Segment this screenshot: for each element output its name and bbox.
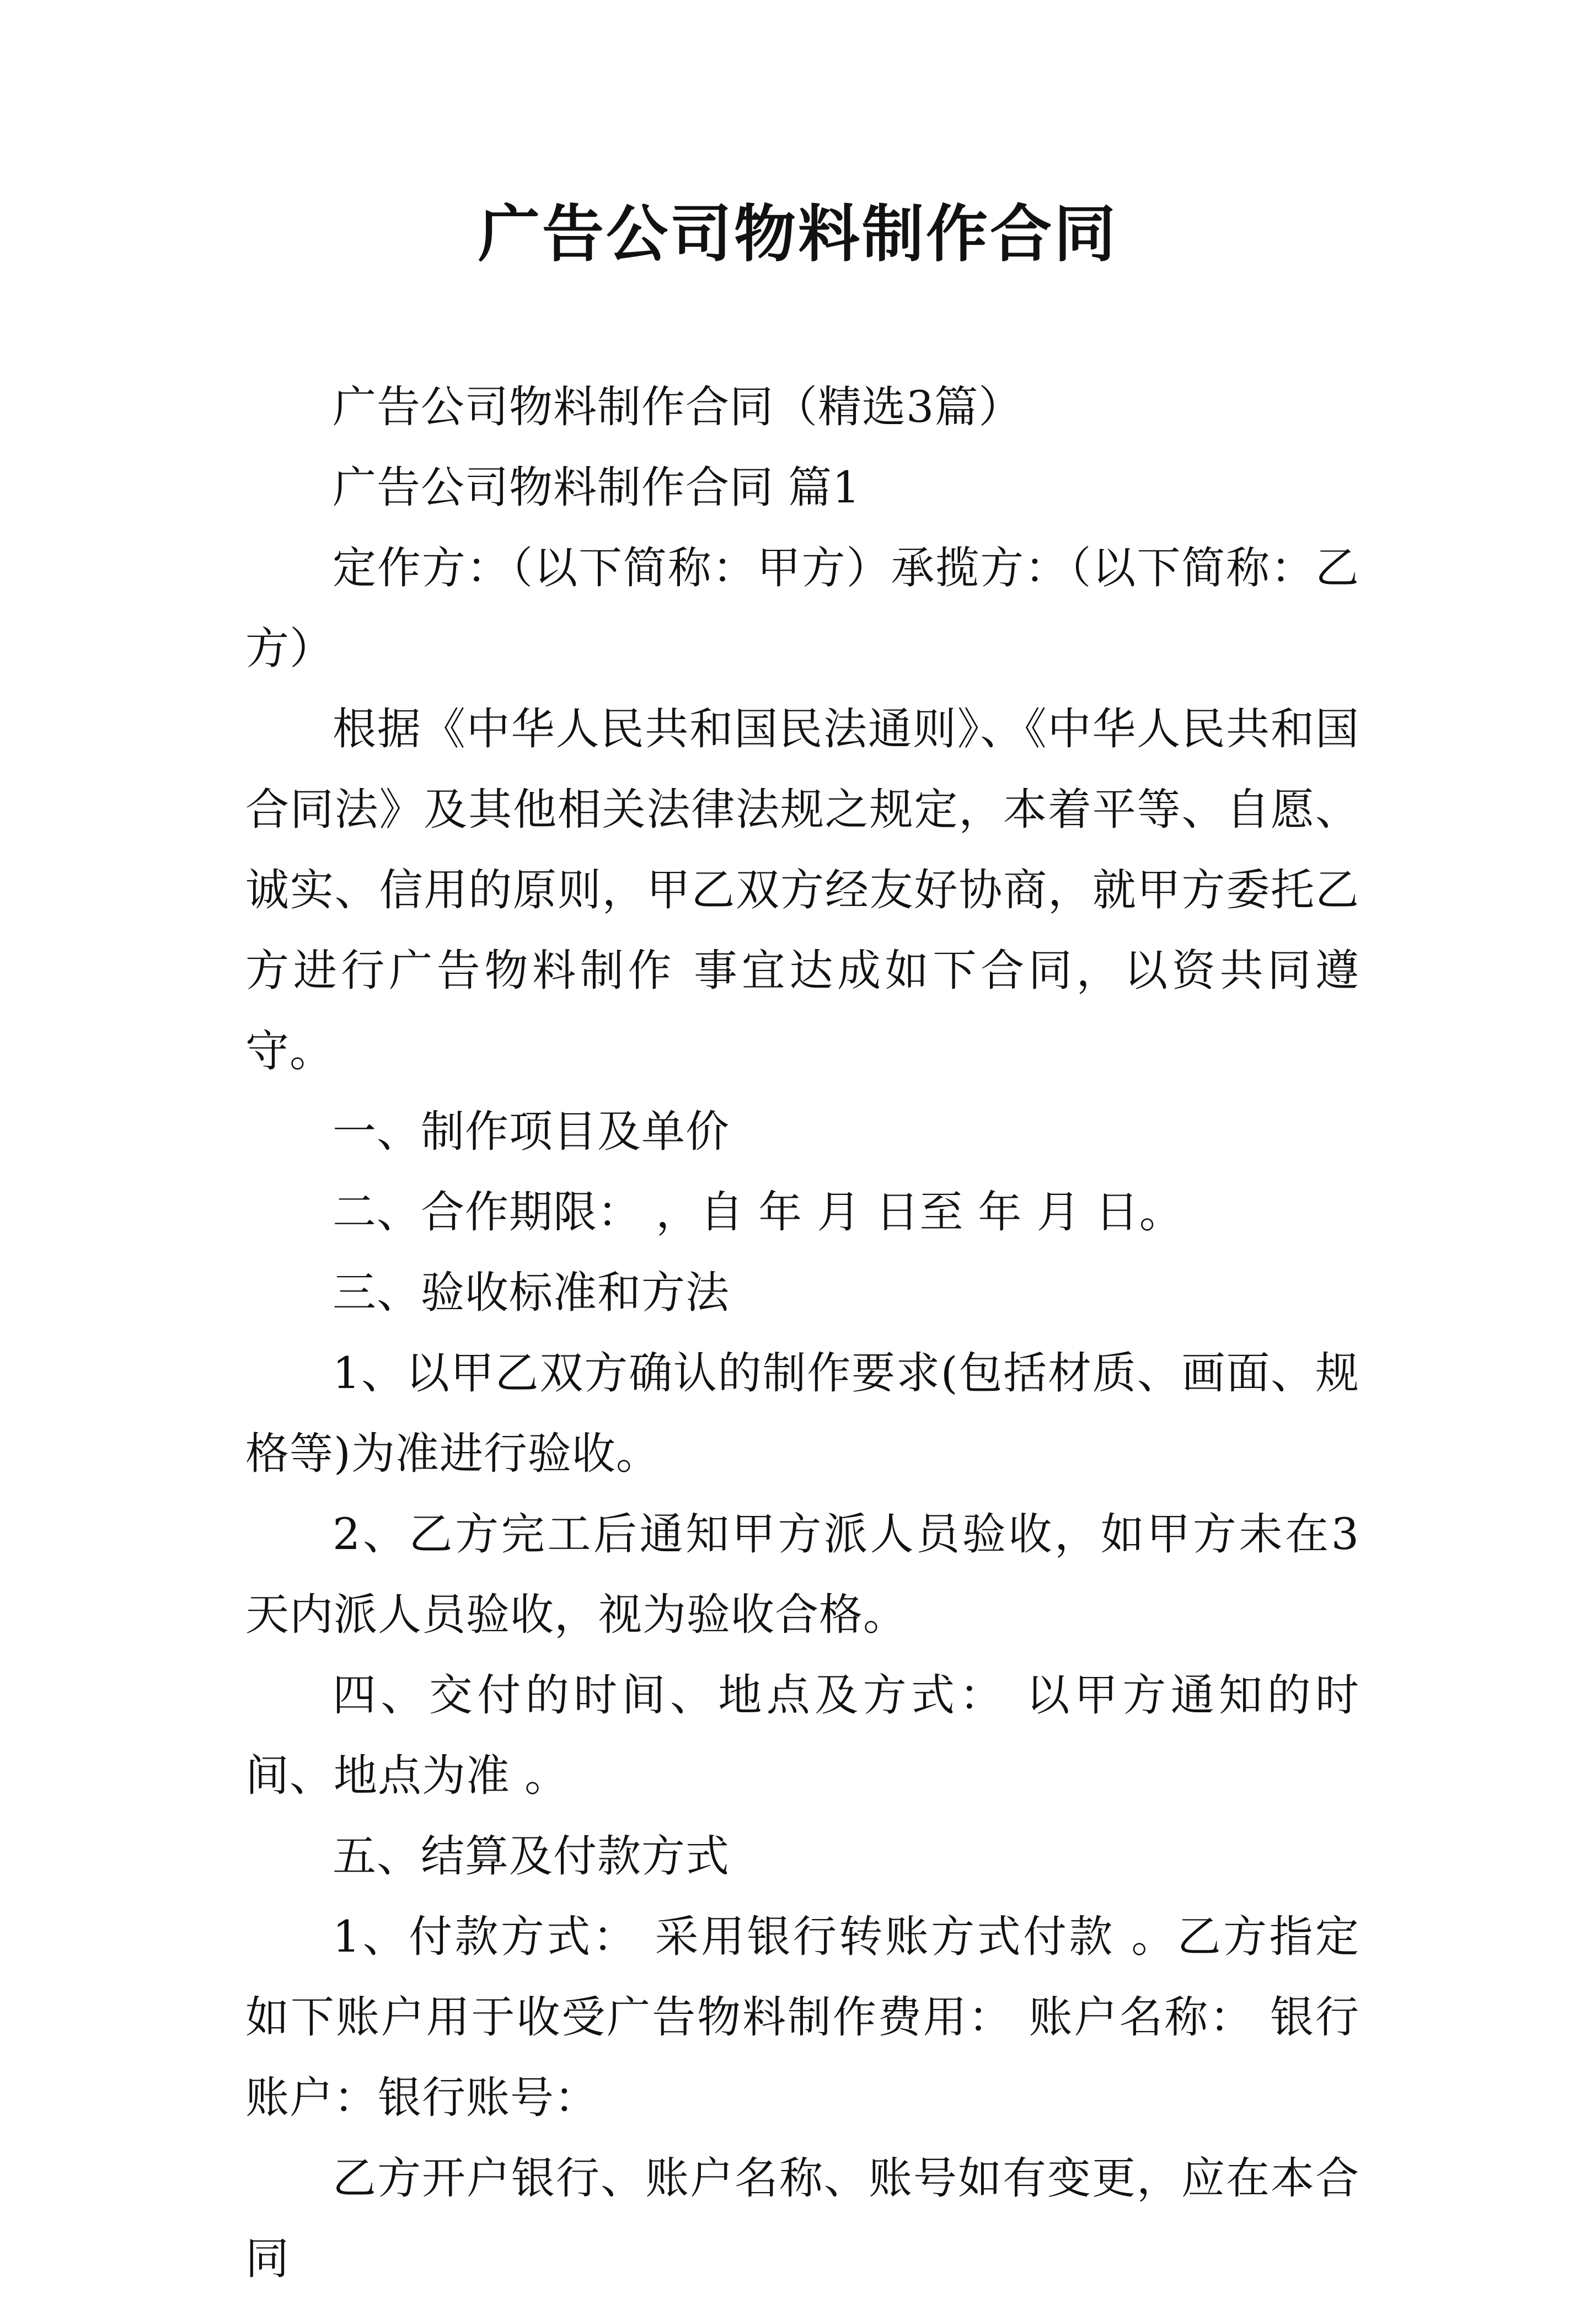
clause-term-period: 二、合作期限： ，自 年 月 日至 年 月 日。: [333, 1187, 1183, 1237]
clause-account-change: 乙方开户银行、账户名称、账号如有变更，应在本合同: [245, 2153, 1359, 2284]
clause-payment-1: 1、付款方式： 采用银行转账方式付款 。乙方指定如下账户用于收受广告物料制作费用： 账户名称： 银行账户：银行账号：: [245, 1911, 1359, 2123]
paragraph-subtitle: 广告公司物料制作合同（精选3篇）: [333, 382, 1023, 432]
paragraph-parties: 定作方：（以下简称：甲方）承揽方：（以下简称：乙方）: [245, 543, 1359, 674]
paragraph-preamble: 根据《中华人民共和国民法通则》、《中华人民共和国合同法》及其他相关法律法规之规定，本着平等、自愿、诚实、信用的原则，甲乙双方经友好协商，就甲方委托乙方进行广告物料制作 事宜达成如下合同，以资共同遵守。: [245, 704, 1359, 1076]
clause-delivery: 四、交付的时间、地点及方式： 以甲方通知的时间、地点为准 。: [245, 1670, 1359, 1801]
clause-acceptance-1: 1、以甲乙双方确认的制作要求(包括材质、画面、规格等)为准进行验收。: [245, 1348, 1359, 1479]
paragraph-section-heading: 广告公司物料制作合同 篇1: [333, 462, 861, 513]
clause-heading-payment: 五、结算及付款方式: [333, 1831, 730, 1882]
clause-acceptance-2: 2、乙方完工后通知甲方派人员验收，如甲方未在3天内派人员验收，视为验收合格。: [245, 1509, 1359, 1640]
document-body: [245, 367, 1359, 2299]
document-title: 广告公司物料制作合同: [478, 198, 1118, 270]
clause-heading-items-price: 一、制作项目及单价: [333, 1106, 730, 1157]
clause-heading-acceptance: 三、验收标准和方法: [333, 1267, 730, 1318]
